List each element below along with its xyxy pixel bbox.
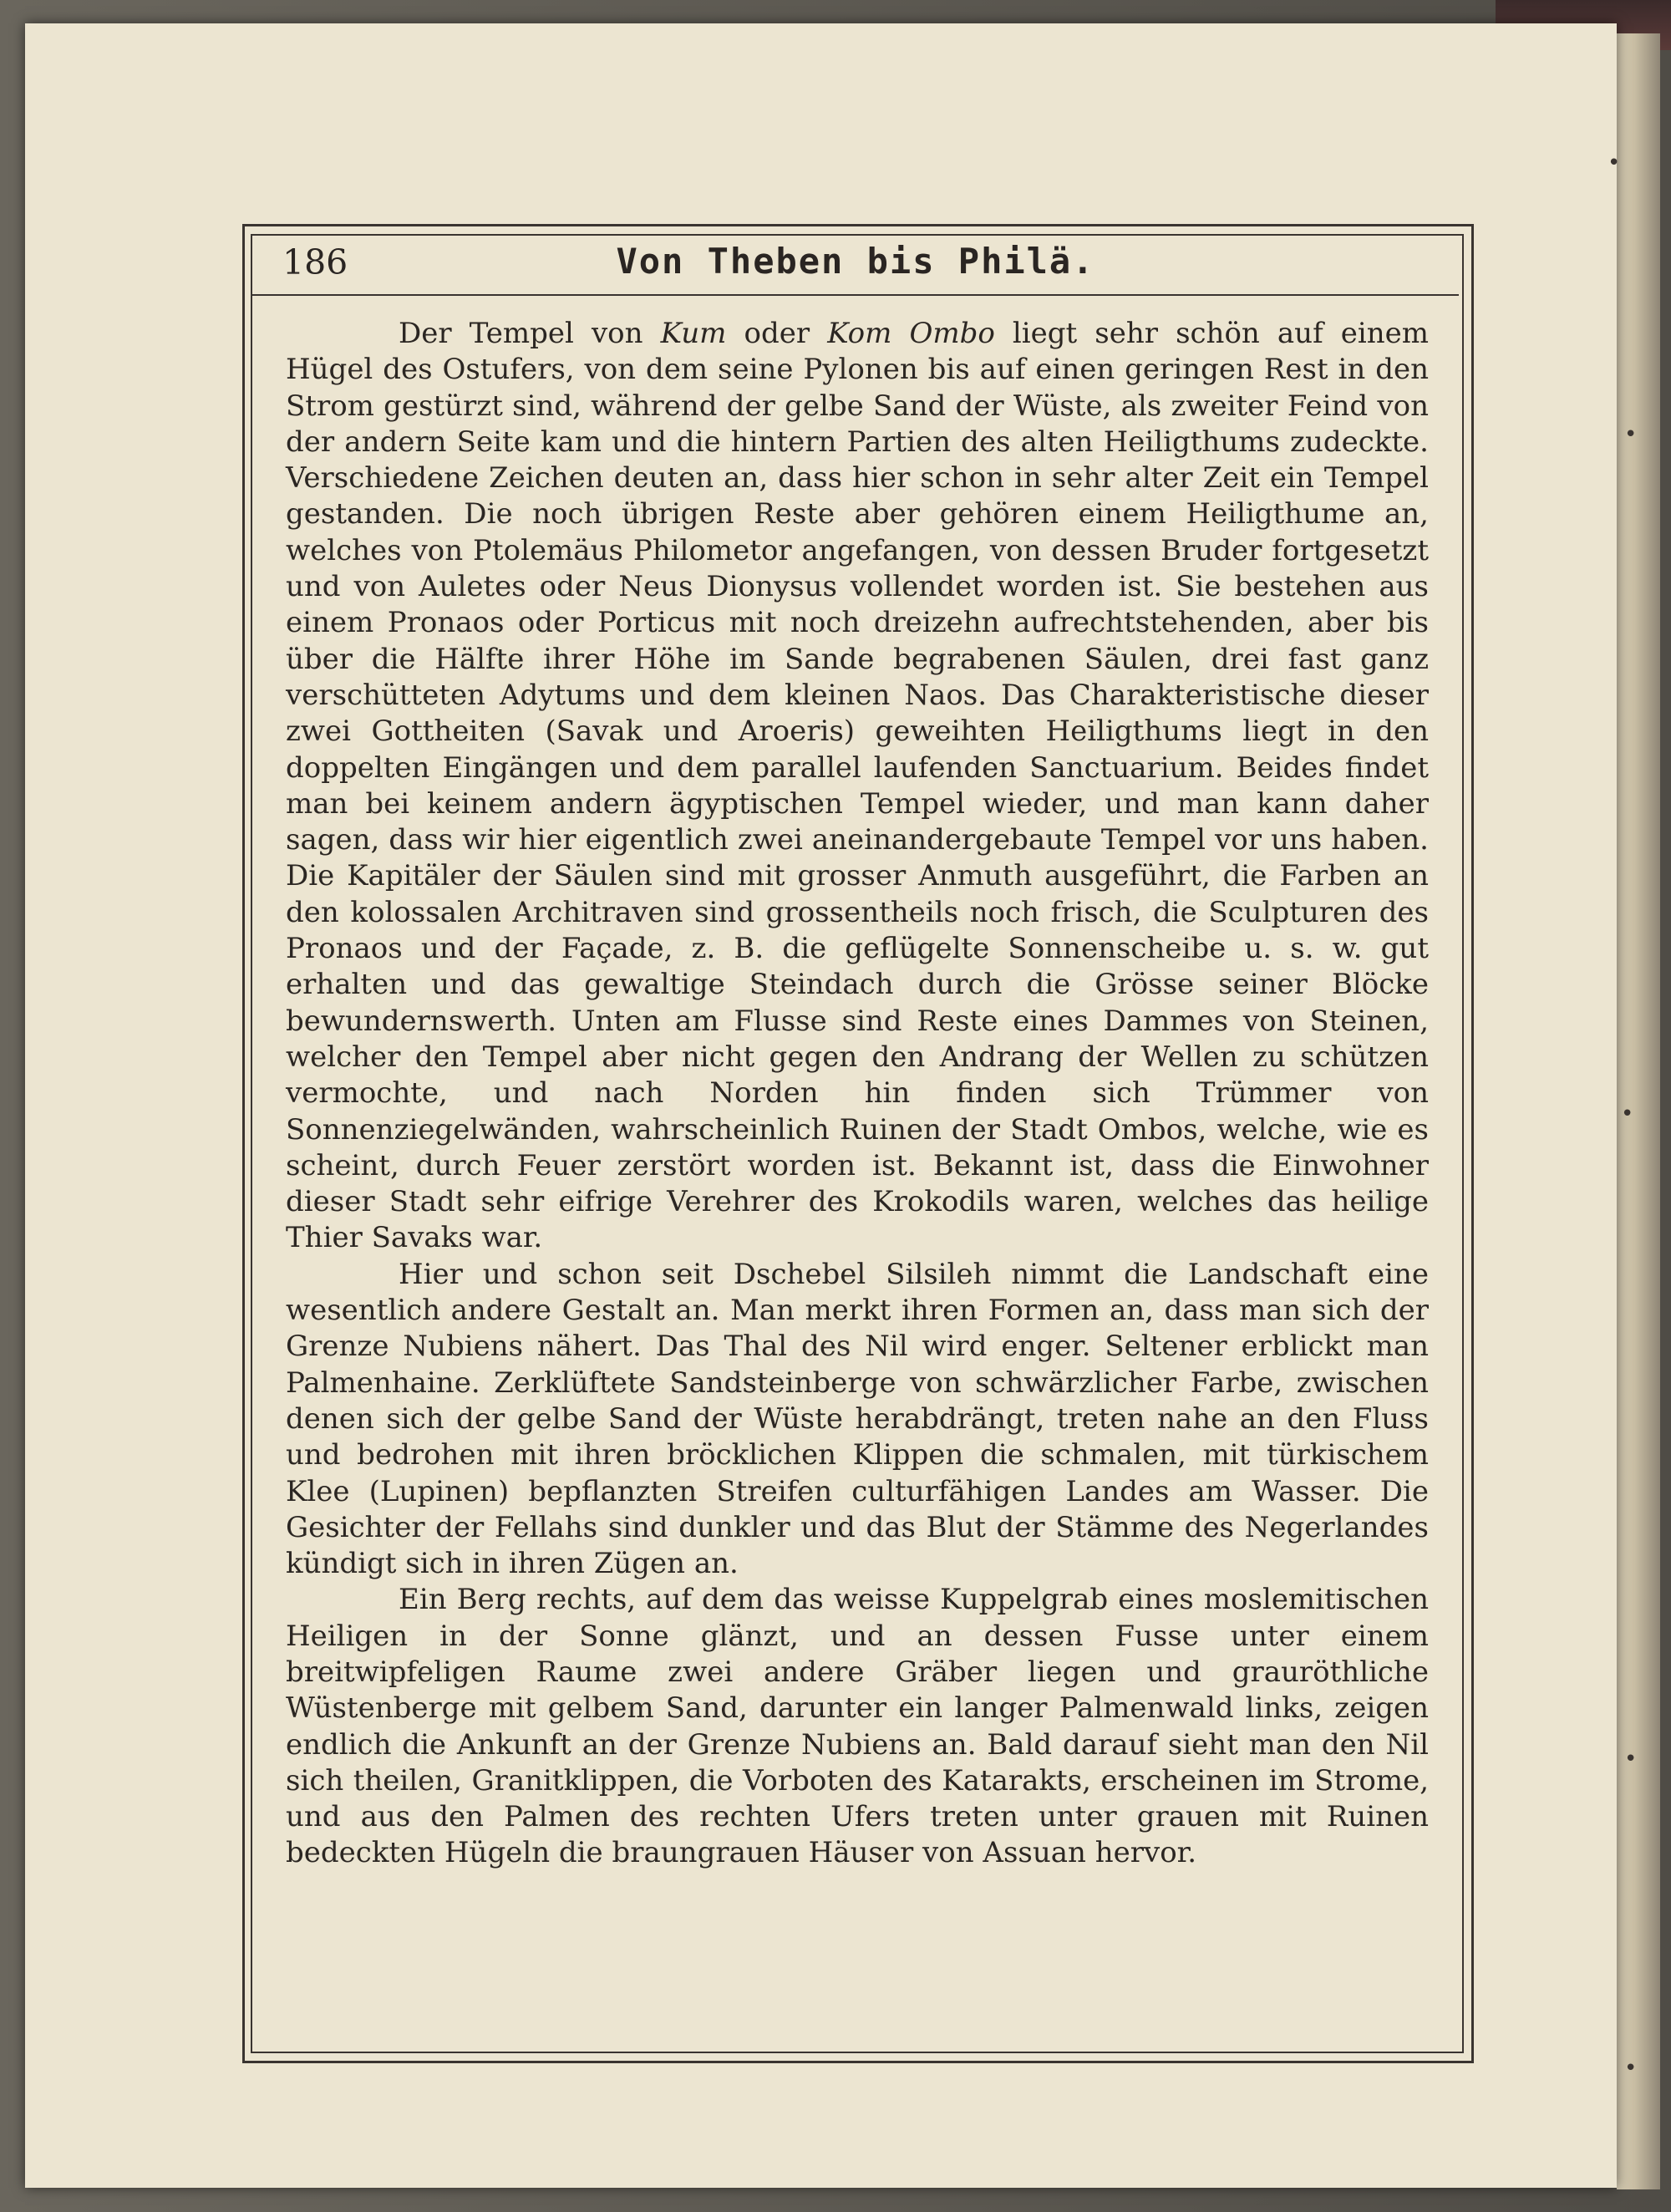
place-name: Kom Ombo [827,317,995,350]
margin-mark: • [1624,422,1638,447]
margin-mark: • [1621,1101,1634,1126]
running-title: Von Theben bis Philä. [616,241,1095,282]
paragraph-text: oder [726,317,828,350]
margin-mark: • [1624,2056,1638,2081]
running-header [252,236,1459,296]
margin-mark: • [1624,1747,1638,1772]
paragraph-text: Der Tempel von [399,317,661,350]
body-text [286,316,1429,1872]
paragraph: Hier und schon seit Dschebel Silsileh nimmt die Landschaft eine wesentlich andere Gestalt an. Man merkt ihren Formen an, dass man sich der Grenze Nubiens nähert. Das Thal des Nil wird enger. Seltener erblickt man Palmenhaine. Zerklüftete Sandsteinberge von schwärzlicher Farbe, zwischen denen sich der gelbe Sand der Wüste herabdrängt, treten nahe an den Fluss und bedrohen mit ihren bröcklichen Klippen die schmalen, mit türkischem Klee (Lupinen) bepflanzten Streifen culturfähigen Landes am Wasser. Die Gesichter der Fellahs sind dunkler und das Blut der Stämme des Negerlandes kündigt sich in ihren Zügen an. [286,1257,1429,1581]
place-name: Kum [660,317,727,350]
margin-mark: • [1608,150,1621,175]
paragraph-text: liegt sehr schön auf einem Hügel des Ostufers, von dem seine Pylonen bis auf einen geringen Rest in den Strom gestürzt sind, während der gelbe Sand der Wüste, als zweiter Feind von der andern Seite kam und die hintern Partien des alten Heiligthums zudeckte. Verschiedene Zeichen deuten an, dass hier schon in sehr alter Zeit ein Tempel gestanden. Die noch übrigen Reste aber gehören einem Heiligthume an, welches von Ptolemäus Philometor angefangen, von dessen Bruder fortgesetzt und von Auletes oder Neus Dionysus vollendet worden ist. Sie bestehen aus einem Pronaos oder Porticus mit noch dreizehn aufrechtstehenden, aber bis über die Hälfte ihrer Höhe im Sande begrabenen Säulen, drei fast ganz verschütteten Adytums und dem kleinen Naos. Das Charakteristische dieser zwei Gottheiten (Savak und Aroeris) geweihten Heiligthums liegt in den doppelten Eingängen und dem parallel laufenden Sanctuarium. Beides findet man bei keinem andern ägyptischen Tempel wieder, und man kann daher sagen, dass wir hier eigentlich zwei aneinandergebaute Tempel vor uns haben. Die Kapitäler der Säulen sind mit grosser Anmuth ausgeführt, die Farben an den kolossalen Architraven sind grossentheils noch frisch, die Sculpturen des Pronaos und der Façade, z. B. die geflügelte Sonnenscheibe u. s. w. gut erhalten und das gewaltige Steindach durch die Grösse seiner Blöcke bewundernswerth. Unten am Flusse sind Reste eines Dammes von Steinen, welcher den Tempel aber nicht gegen den Andrang der Wellen zu schützen vermochte, und nach Norden hin finden sich Trümmer von Sonnenziegelwänden, wahrscheinlich Ruinen der Stadt Ombos, welche, wie es scheint, durch Feuer zerstört worden ist. Bekannt ist, dass die Einwohner dieser Stadt sehr eifrige Verehrer des Krokodils waren, welches das heilige Thier Savaks war. [286,317,1429,1255]
paragraph: Ein Berg rechts, auf dem das weisse Kuppelgrab eines moslemitischen Heiligen in der Sonne glänzt, und an dessen Fusse unter einem breitwipfeligen Raume zwei andere Gräber liegen und grauröthliche Wüstenberge mit gelbem Sand, darunter ein langer Palmenwald links, zeigen endlich die Ankunft an der Grenze Nubiens an. Bald darauf sieht man den Nil sich theilen, Granitklippen, die Vorboten des Katarakts, erscheinen im Strome, und aus den Palmen des rechten Ufers treten unter grauen mit Ruinen bedeckten Hügeln die braungrauen Häuser von Assuan hervor. [286,1583,1429,1870]
page-number: 186 [282,242,348,282]
paragraph [286,316,1429,1257]
